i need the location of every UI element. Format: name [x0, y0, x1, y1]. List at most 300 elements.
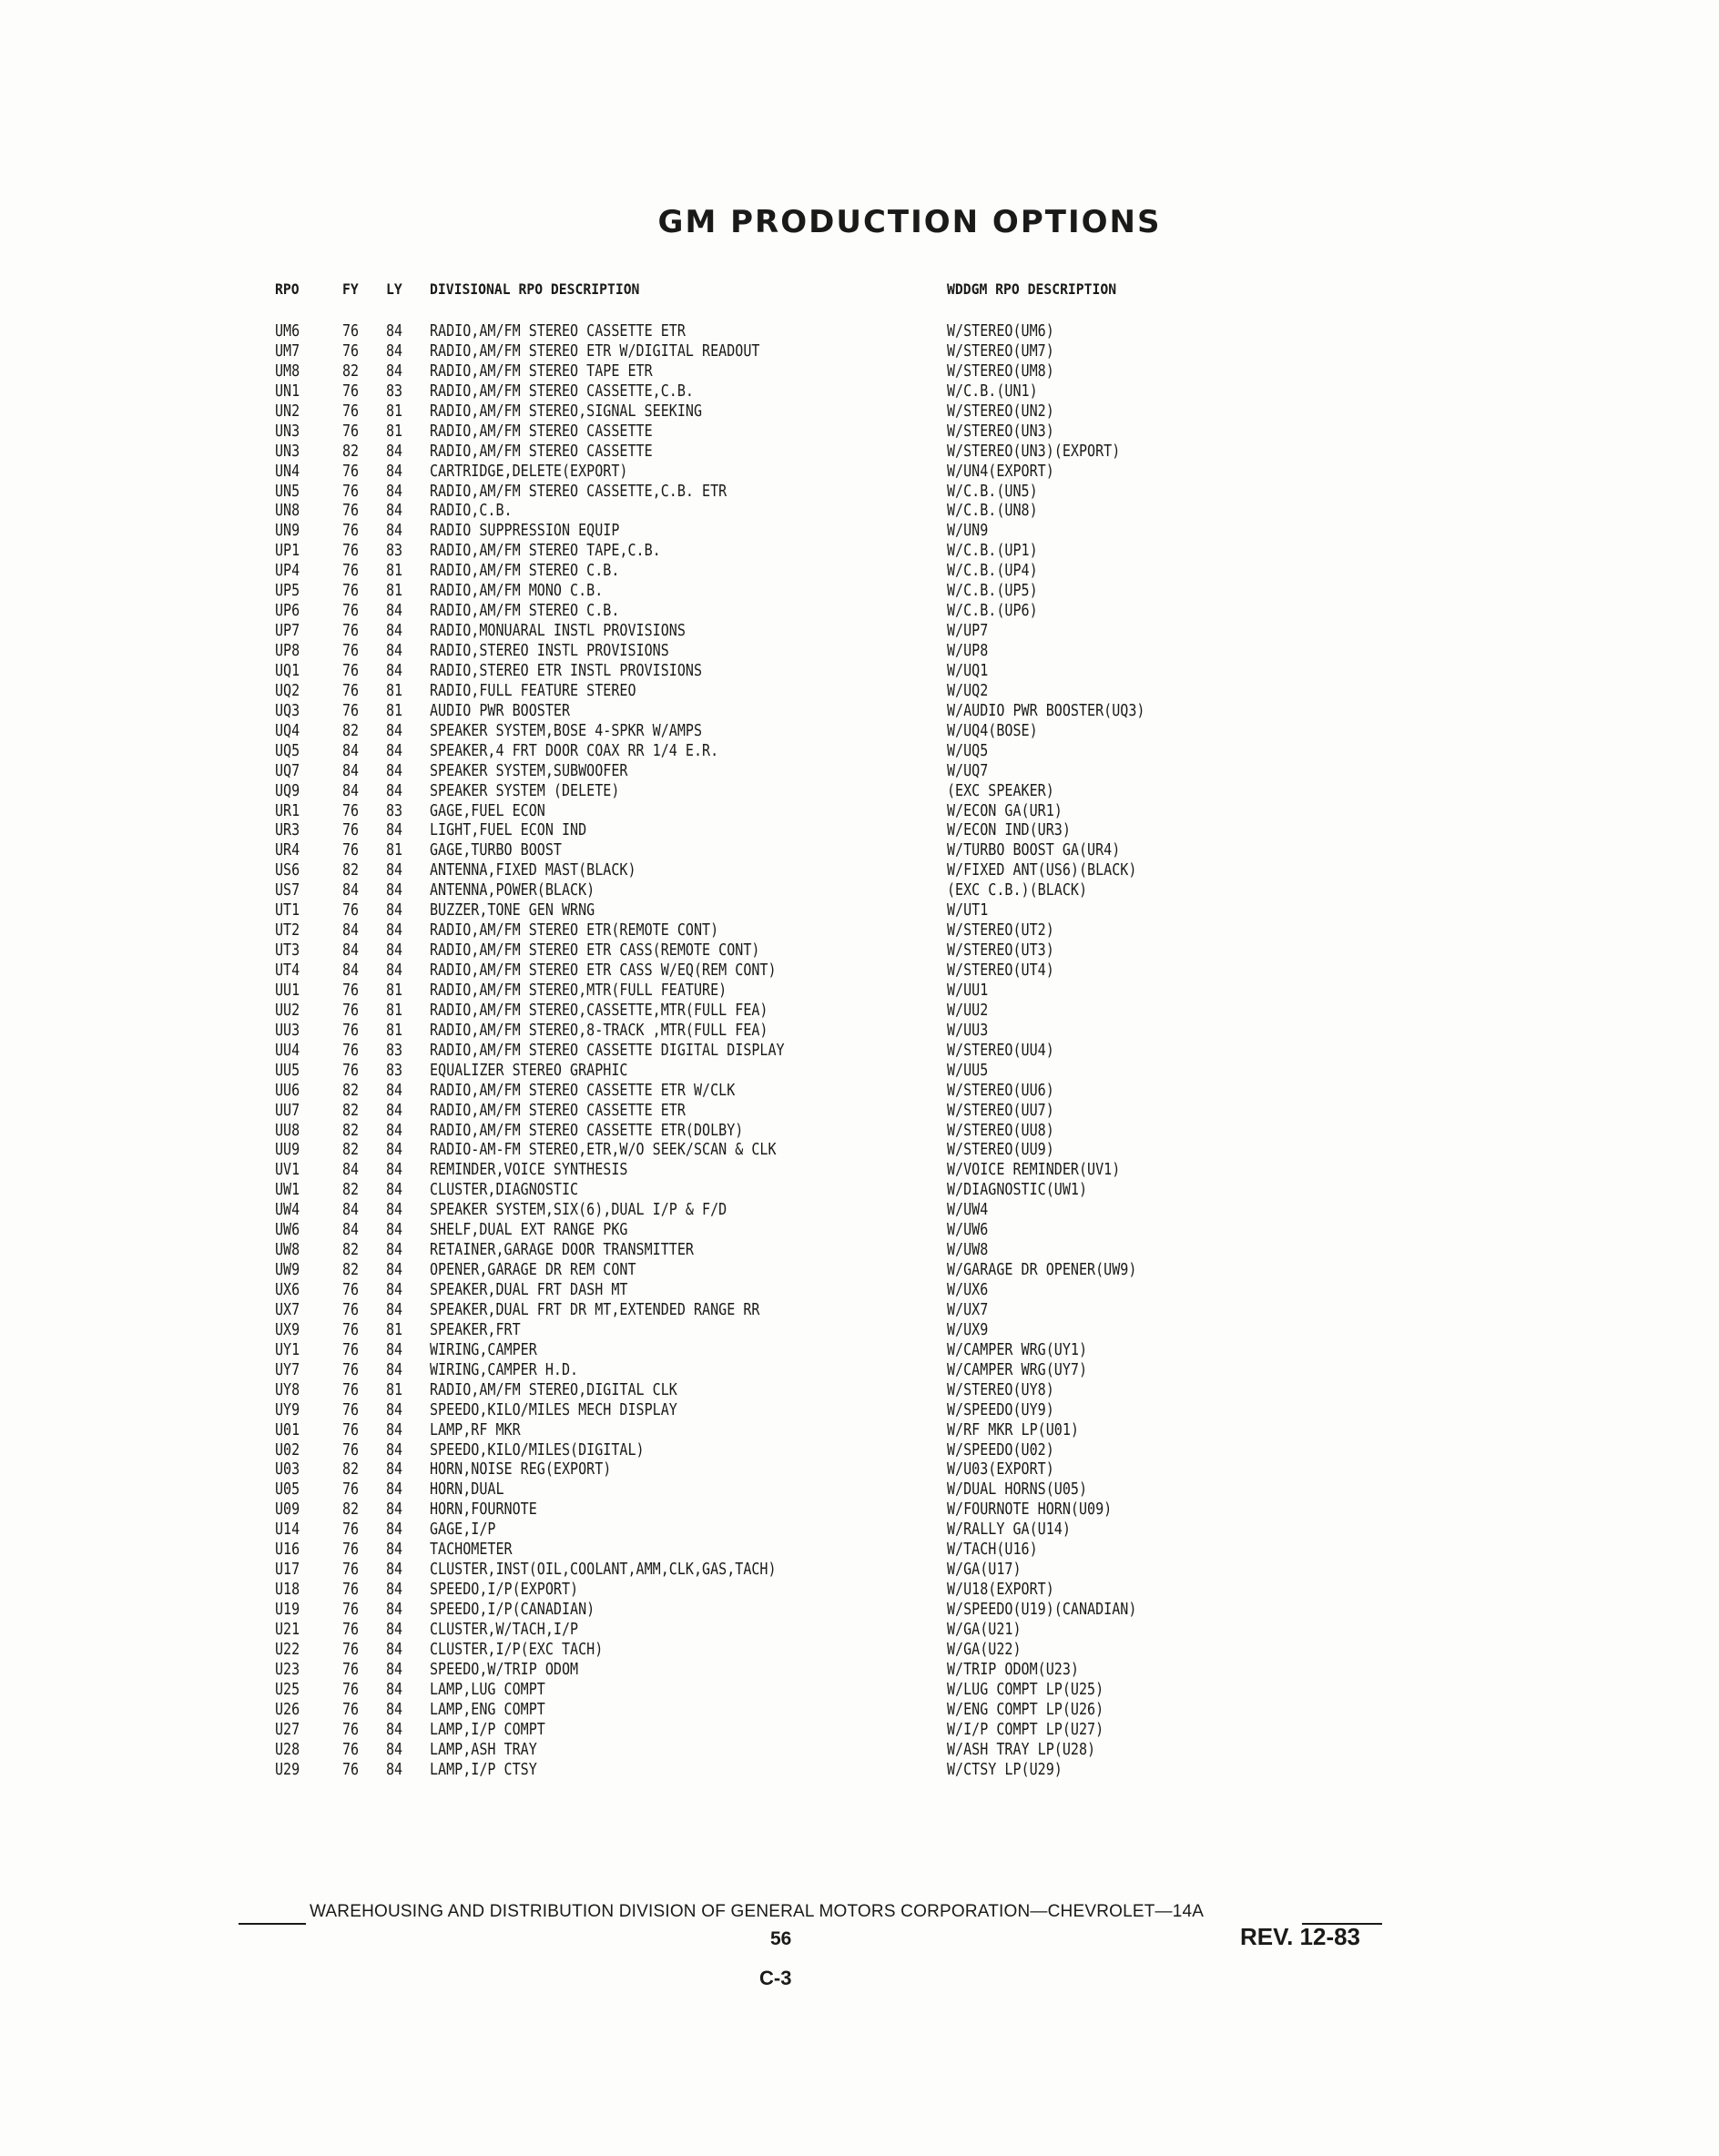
first-year: 76 — [342, 462, 360, 481]
first-year: 76 — [342, 1740, 360, 1759]
first-year: 76 — [342, 502, 360, 521]
rpo-code: UP1 — [275, 542, 300, 561]
rpo-code: U16 — [275, 1541, 300, 1560]
first-year: 76 — [342, 1340, 360, 1359]
wddgm-description: W/UN9 — [947, 522, 989, 541]
first-year: 82 — [342, 1121, 360, 1140]
first-year: 76 — [342, 1320, 360, 1339]
options-table — [0, 322, 1719, 1780]
last-year: 84 — [386, 1561, 403, 1580]
section-label: C-3 — [759, 1967, 792, 1989]
rpo-code: U03 — [275, 1460, 300, 1480]
rpo-code: U21 — [275, 1620, 300, 1639]
wddgm-description: W/UQ1 — [947, 661, 989, 680]
last-year: 84 — [386, 361, 403, 381]
first-year: 82 — [342, 1241, 360, 1260]
last-year: 84 — [386, 1121, 403, 1140]
rpo-code: US6 — [275, 861, 300, 880]
last-year: 84 — [386, 1261, 403, 1280]
divisional-description: RADIO,AM/FM STEREO ETR W/DIGITAL READOUT — [430, 341, 760, 361]
last-year: 84 — [386, 901, 403, 920]
rpo-code: UY9 — [275, 1400, 300, 1419]
divisional-description: CLUSTER,W/TACH,I/P — [430, 1620, 579, 1639]
divisional-description: LAMP,ENG COMPT — [430, 1700, 545, 1719]
divisional-description: CLUSTER,I/P(EXC TACH) — [430, 1640, 604, 1659]
wddgm-description: W/GARAGE DR OPENER(UW9) — [947, 1261, 1137, 1280]
divisional-description: GAGE,I/P — [430, 1520, 496, 1540]
last-year: 84 — [386, 1440, 403, 1459]
rpo-code: UR3 — [275, 821, 300, 840]
table-row — [0, 941, 1719, 961]
wddgm-description: W/C.B.(UN5) — [947, 482, 1038, 501]
table-row — [0, 442, 1719, 463]
first-year: 76 — [342, 1601, 360, 1619]
last-year: 84 — [386, 1300, 403, 1319]
divisional-description: ANTENNA,POWER(BLACK) — [430, 881, 595, 900]
last-year: 84 — [386, 1480, 403, 1500]
first-year: 82 — [342, 861, 360, 880]
last-year: 84 — [386, 1101, 403, 1120]
first-year: 76 — [342, 622, 360, 641]
table-row — [0, 702, 1719, 722]
table-row — [0, 562, 1719, 582]
last-year: 84 — [386, 1620, 403, 1639]
wddgm-description: W/C.B.(UP5) — [947, 582, 1038, 601]
divisional-description: OPENER,GARAGE DR REM CONT — [430, 1261, 636, 1280]
wddgm-description: W/UX9 — [947, 1320, 989, 1339]
rpo-code: UN4 — [275, 462, 300, 481]
last-year: 81 — [386, 582, 403, 601]
divisional-description: RADIO,AM/FM STEREO CASSETTE,C.B. — [430, 381, 694, 401]
table-row — [0, 921, 1719, 941]
table-row — [0, 1122, 1719, 1142]
divisional-description: CLUSTER,DIAGNOSTIC — [430, 1181, 579, 1200]
divisional-description: RADIO,AM/FM STEREO,DIGITAL CLK — [430, 1380, 677, 1399]
divisional-description: RADIO,AM/FM STEREO ETR(REMOTE CONT) — [430, 921, 719, 941]
divisional-description: TACHOMETER — [430, 1541, 513, 1560]
divisional-description: HORN,FOURNOTE — [430, 1500, 537, 1520]
divisional-description: RADIO,AM/FM STEREO CASSETTE — [430, 442, 653, 461]
divisional-description: RADIO,AM/FM STEREO ETR CASS W/EQ(REM CONT) — [430, 961, 777, 980]
last-year: 84 — [386, 1720, 403, 1739]
table-row — [0, 1042, 1719, 1062]
wddgm-description: W/I/P COMPT LP(U27) — [947, 1720, 1104, 1739]
divisional-description: RADIO SUPPRESSION EQUIP — [430, 522, 620, 541]
rpo-code: UU5 — [275, 1061, 300, 1080]
last-year: 84 — [386, 1640, 403, 1659]
rpo-code: UN5 — [275, 482, 300, 501]
last-year: 83 — [386, 542, 403, 561]
rpo-code: U23 — [275, 1660, 300, 1679]
table-row — [0, 981, 1719, 1002]
rpo-code: UN3 — [275, 442, 300, 461]
first-year: 76 — [342, 1021, 360, 1040]
wddgm-description: W/FOURNOTE HORN(U09) — [947, 1500, 1113, 1520]
rpo-code: UM6 — [275, 322, 300, 341]
last-year: 84 — [386, 1201, 403, 1220]
last-year: 84 — [386, 941, 403, 961]
divisional-description: RADIO,AM/FM STEREO,CASSETTE,MTR(FULL FEA) — [430, 1001, 768, 1020]
table-row — [0, 1561, 1719, 1581]
rpo-code: UQ2 — [275, 681, 300, 700]
first-year: 84 — [342, 961, 360, 980]
last-year: 81 — [386, 402, 403, 421]
revision-label: REV. 12-83 — [1240, 1923, 1361, 1950]
table-row — [0, 642, 1719, 662]
rpo-code: U29 — [275, 1760, 300, 1779]
wddgm-description: W/UQ5 — [947, 741, 989, 760]
last-year: 84 — [386, 861, 403, 880]
wddgm-description: W/STEREO(UT4) — [947, 961, 1054, 980]
wddgm-description: (EXC SPEAKER) — [947, 781, 1054, 800]
wddgm-description: W/ASH TRAY LP(U28) — [947, 1740, 1096, 1759]
first-year: 76 — [342, 602, 360, 621]
divisional-description: WIRING,CAMPER H.D. — [430, 1360, 579, 1379]
rpo-code: UQ4 — [275, 721, 300, 740]
rpo-code: UN1 — [275, 381, 300, 401]
first-year: 84 — [342, 1201, 360, 1220]
divisional-description: SPEAKER,4 FRT DOOR COAX RR 1/4 E.R. — [430, 741, 719, 760]
first-year: 76 — [342, 341, 360, 361]
last-year: 81 — [386, 681, 403, 700]
wddgm-description: W/STEREO(UU6) — [947, 1081, 1054, 1100]
last-year: 84 — [386, 1400, 403, 1419]
rpo-code: UV1 — [275, 1161, 300, 1180]
wddgm-description: W/DIAGNOSTIC(UW1) — [947, 1181, 1088, 1200]
last-year: 84 — [386, 741, 403, 760]
divisional-description: RADIO,AM/FM STEREO CASSETTE ETR W/CLK — [430, 1081, 736, 1100]
divisional-description: LAMP,I/P COMPT — [430, 1720, 545, 1739]
table-row — [0, 422, 1719, 442]
wddgm-description: W/UX6 — [947, 1281, 989, 1299]
last-year: 84 — [386, 1141, 403, 1160]
header-divisional-description: DIVISIONAL RPO DESCRIPTION — [430, 280, 640, 298]
table-row — [0, 582, 1719, 602]
rpo-code: UP8 — [275, 642, 300, 660]
rpo-code: UQ9 — [275, 781, 300, 800]
last-year: 81 — [386, 562, 403, 581]
divisional-description: SPEEDO,KILO/MILES(DIGITAL) — [430, 1440, 645, 1459]
first-year: 76 — [342, 522, 360, 541]
divisional-description: GAGE,TURBO BOOST — [430, 841, 562, 860]
first-year: 76 — [342, 582, 360, 601]
rpo-code: U05 — [275, 1480, 300, 1500]
divisional-description: RADIO,AM/FM STEREO,8-TRACK ,MTR(FULL FEA) — [430, 1021, 768, 1040]
last-year: 84 — [386, 921, 403, 941]
last-year: 84 — [386, 622, 403, 641]
table-row — [0, 1381, 1719, 1401]
table-row — [0, 1681, 1719, 1701]
divisional-description: RADIO,AM/FM STEREO ETR CASS(REMOTE CONT) — [430, 941, 760, 961]
page-title: GM PRODUCTION OPTIONS — [657, 204, 1162, 240]
wddgm-description: W/STEREO(UN3) — [947, 422, 1054, 441]
first-year: 76 — [342, 1380, 360, 1399]
table-row — [0, 1221, 1719, 1241]
table-row — [0, 502, 1719, 522]
table-row — [0, 722, 1719, 742]
wddgm-description: W/STEREO(UN3)(EXPORT) — [947, 442, 1121, 461]
wddgm-description: W/ECON GA(UR1) — [947, 801, 1063, 820]
table-row — [0, 382, 1719, 402]
first-year: 76 — [342, 1720, 360, 1739]
first-year: 76 — [342, 1480, 360, 1500]
first-year: 76 — [342, 482, 360, 501]
wddgm-description: W/CTSY LP(U29) — [947, 1760, 1063, 1779]
wddgm-description: W/STEREO(UM7) — [947, 341, 1054, 361]
last-year: 84 — [386, 1161, 403, 1180]
rpo-code: UQ3 — [275, 701, 300, 720]
table-row — [0, 1621, 1719, 1641]
first-year: 76 — [342, 1520, 360, 1540]
wddgm-description: W/UP8 — [947, 642, 989, 660]
wddgm-description: W/RF MKR LP(U01) — [947, 1420, 1079, 1439]
table-row — [0, 463, 1719, 483]
first-year: 76 — [342, 801, 360, 820]
last-year: 84 — [386, 781, 403, 800]
divisional-description: LAMP,I/P CTSY — [430, 1760, 537, 1779]
table-row — [0, 1341, 1719, 1361]
last-year: 81 — [386, 981, 403, 1000]
wddgm-description: W/UW4 — [947, 1201, 989, 1220]
rpo-code: UN8 — [275, 502, 300, 521]
rpo-code: UM7 — [275, 341, 300, 361]
rpo-code: UW4 — [275, 1201, 300, 1220]
rpo-code: U09 — [275, 1500, 300, 1520]
last-year: 84 — [386, 721, 403, 740]
rpo-code: UU4 — [275, 1041, 300, 1060]
rpo-code: UU8 — [275, 1121, 300, 1140]
first-year: 76 — [342, 1581, 360, 1600]
table-row — [0, 861, 1719, 881]
wddgm-description: W/U18(EXPORT) — [947, 1581, 1054, 1600]
first-year: 76 — [342, 402, 360, 421]
wddgm-description: W/FIXED ANT(US6)(BLACK) — [947, 861, 1137, 880]
divisional-description: HORN,NOISE REG(EXPORT) — [430, 1460, 612, 1480]
table-row — [0, 1141, 1719, 1161]
divisional-description: SPEAKER SYSTEM,SUBWOOFER — [430, 761, 628, 780]
wddgm-description: W/CAMPER WRG(UY7) — [947, 1360, 1088, 1379]
table-row — [0, 662, 1719, 682]
divisional-description: RETAINER,GARAGE DOOR TRANSMITTER — [430, 1241, 694, 1260]
divisional-description: RADIO,FULL FEATURE STEREO — [430, 681, 636, 700]
wddgm-description: W/UX7 — [947, 1300, 989, 1319]
first-year: 84 — [342, 921, 360, 941]
table-row — [0, 1281, 1719, 1301]
wddgm-description: W/STEREO(UM6) — [947, 322, 1054, 341]
wddgm-description: W/UQ2 — [947, 681, 989, 700]
divisional-description: ANTENNA,FIXED MAST(BLACK) — [430, 861, 636, 880]
rpo-code: UQ7 — [275, 761, 300, 780]
last-year: 83 — [386, 381, 403, 401]
table-row — [0, 602, 1719, 622]
rpo-code: UY1 — [275, 1340, 300, 1359]
rpo-code: U22 — [275, 1640, 300, 1659]
wddgm-description: W/GA(U17) — [947, 1561, 1022, 1580]
first-year: 82 — [342, 1261, 360, 1280]
table-row — [0, 342, 1719, 362]
table-row — [0, 322, 1719, 342]
first-year: 76 — [342, 981, 360, 1000]
table-row — [0, 1361, 1719, 1381]
last-year: 81 — [386, 1320, 403, 1339]
divisional-description: SHELF,DUAL EXT RANGE PKG — [430, 1221, 628, 1240]
wddgm-description: W/VOICE REMINDER(UV1) — [947, 1161, 1121, 1180]
table-row — [0, 1241, 1719, 1261]
last-year: 84 — [386, 1420, 403, 1439]
rpo-code: UW6 — [275, 1221, 300, 1240]
last-year: 84 — [386, 1680, 403, 1699]
wddgm-description: W/AUDIO PWR BOOSTER(UQ3) — [947, 701, 1145, 720]
table-row — [0, 1261, 1719, 1281]
divisional-description: RADIO,AM/FM MONO C.B. — [430, 582, 604, 601]
first-year: 76 — [342, 1360, 360, 1379]
divisional-description: RADIO,AM/FM STEREO CASSETTE — [430, 422, 653, 441]
wddgm-description: W/C.B.(UP1) — [947, 542, 1038, 561]
first-year: 76 — [342, 841, 360, 860]
last-year: 81 — [386, 841, 403, 860]
wddgm-description: W/GA(U22) — [947, 1640, 1022, 1659]
first-year: 82 — [342, 361, 360, 381]
last-year: 81 — [386, 1021, 403, 1040]
first-year: 84 — [342, 1161, 360, 1180]
table-row — [0, 1520, 1719, 1541]
first-year: 76 — [342, 1061, 360, 1080]
wddgm-description: W/CAMPER WRG(UY1) — [947, 1340, 1088, 1359]
last-year: 84 — [386, 1520, 403, 1540]
rpo-code: U26 — [275, 1700, 300, 1719]
rpo-code: UP6 — [275, 602, 300, 621]
divisional-description: LIGHT,FUEL ECON IND — [430, 821, 587, 840]
divisional-description: RADIO,AM/FM STEREO C.B. — [430, 602, 620, 621]
divisional-description: LAMP,RF MKR — [430, 1420, 521, 1439]
rpo-code: UT4 — [275, 961, 300, 980]
divisional-description: SPEAKER,FRT — [430, 1320, 521, 1339]
table-row — [0, 1541, 1719, 1561]
wddgm-description: W/UU3 — [947, 1021, 989, 1040]
divisional-description: WIRING,CAMPER — [430, 1340, 537, 1359]
first-year: 82 — [342, 1500, 360, 1520]
divisional-description: RADIO,AM/FM STEREO C.B. — [430, 562, 620, 581]
first-year: 82 — [342, 721, 360, 740]
wddgm-description: W/ECON IND(UR3) — [947, 821, 1071, 840]
table-row — [0, 1022, 1719, 1042]
divisional-description: BUZZER,TONE GEN WRNG — [430, 901, 595, 920]
table-row — [0, 1301, 1719, 1321]
rpo-code: UN2 — [275, 402, 300, 421]
last-year: 84 — [386, 821, 403, 840]
wddgm-description: W/UU2 — [947, 1001, 989, 1020]
first-year: 76 — [342, 1420, 360, 1439]
last-year: 84 — [386, 1660, 403, 1679]
last-year: 84 — [386, 1760, 403, 1779]
table-row — [0, 901, 1719, 921]
table-row — [0, 1741, 1719, 1761]
table-row — [0, 1321, 1719, 1341]
last-year: 83 — [386, 1061, 403, 1080]
first-year: 84 — [342, 881, 360, 900]
header-ly: LY — [386, 280, 402, 298]
first-year: 76 — [342, 821, 360, 840]
wddgm-description: W/STEREO(UU8) — [947, 1121, 1054, 1140]
last-year: 84 — [386, 322, 403, 341]
table-row — [0, 1421, 1719, 1441]
table-row — [0, 1500, 1719, 1520]
table-row — [0, 841, 1719, 861]
wddgm-description: W/STEREO(UU4) — [947, 1041, 1054, 1060]
rpo-code: U19 — [275, 1601, 300, 1619]
last-year: 84 — [386, 642, 403, 660]
rpo-code: UQ5 — [275, 741, 300, 760]
table-row — [0, 362, 1719, 382]
page-number: 56 — [770, 1928, 792, 1949]
divisional-description: LAMP,ASH TRAY — [430, 1740, 537, 1759]
table-row — [0, 483, 1719, 503]
divisional-description: RADIO,AM/FM STEREO TAPE,C.B. — [430, 542, 661, 561]
last-year: 84 — [386, 1581, 403, 1600]
last-year: 84 — [386, 1460, 403, 1480]
divisional-description: EQUALIZER STEREO GRAPHIC — [430, 1061, 628, 1080]
wddgm-description: W/UW6 — [947, 1221, 989, 1240]
rpo-code: UU7 — [275, 1101, 300, 1120]
divisional-description: RADIO,AM/FM STEREO,MTR(FULL FEATURE) — [430, 981, 727, 1000]
last-year: 84 — [386, 502, 403, 521]
wddgm-description: W/UN4(EXPORT) — [947, 462, 1054, 481]
first-year: 82 — [342, 1181, 360, 1200]
first-year: 76 — [342, 681, 360, 700]
divisional-description: SPEEDO,W/TRIP ODOM — [430, 1660, 579, 1679]
divisional-description: HORN,DUAL — [430, 1480, 504, 1500]
first-year: 84 — [342, 941, 360, 961]
footer-division-text: WAREHOUSING AND DISTRIBUTION DIVISION OF GENERAL MOTORS CORPORATION—CHEVROLET—14A — [310, 1902, 1205, 1921]
table-row — [0, 1161, 1719, 1181]
last-year: 84 — [386, 1221, 403, 1240]
wddgm-description: W/DUAL HORNS(U05) — [947, 1480, 1088, 1500]
first-year: 76 — [342, 1400, 360, 1419]
rpo-code: UX7 — [275, 1300, 300, 1319]
table-row — [0, 1441, 1719, 1461]
table-row — [0, 961, 1719, 981]
last-year: 84 — [386, 522, 403, 541]
rpo-code: UU1 — [275, 981, 300, 1000]
table-row — [0, 1480, 1719, 1500]
first-year: 76 — [342, 1440, 360, 1459]
table-row — [0, 1201, 1719, 1221]
first-year: 76 — [342, 701, 360, 720]
first-year: 76 — [342, 1300, 360, 1319]
first-year: 76 — [342, 381, 360, 401]
divisional-description: SPEEDO,KILO/MILES MECH DISPLAY — [430, 1400, 677, 1419]
first-year: 76 — [342, 642, 360, 660]
first-year: 82 — [342, 1460, 360, 1480]
rpo-code: UU6 — [275, 1081, 300, 1100]
table-row — [0, 1062, 1719, 1082]
first-year: 76 — [342, 1700, 360, 1719]
rpo-code: UQ1 — [275, 661, 300, 680]
last-year: 84 — [386, 462, 403, 481]
rpo-code: U17 — [275, 1561, 300, 1580]
wddgm-description: W/UQ7 — [947, 761, 989, 780]
wddgm-description: W/TURBO BOOST GA(UR4) — [947, 841, 1121, 860]
rpo-code: U01 — [275, 1420, 300, 1439]
wddgm-description: W/ENG COMPT LP(U26) — [947, 1700, 1104, 1719]
table-row — [0, 1401, 1719, 1421]
rpo-code: UY8 — [275, 1380, 300, 1399]
last-year: 84 — [386, 442, 403, 461]
wddgm-description: W/GA(U21) — [947, 1620, 1022, 1639]
last-year: 84 — [386, 1360, 403, 1379]
last-year: 84 — [386, 602, 403, 621]
first-year: 76 — [342, 322, 360, 341]
